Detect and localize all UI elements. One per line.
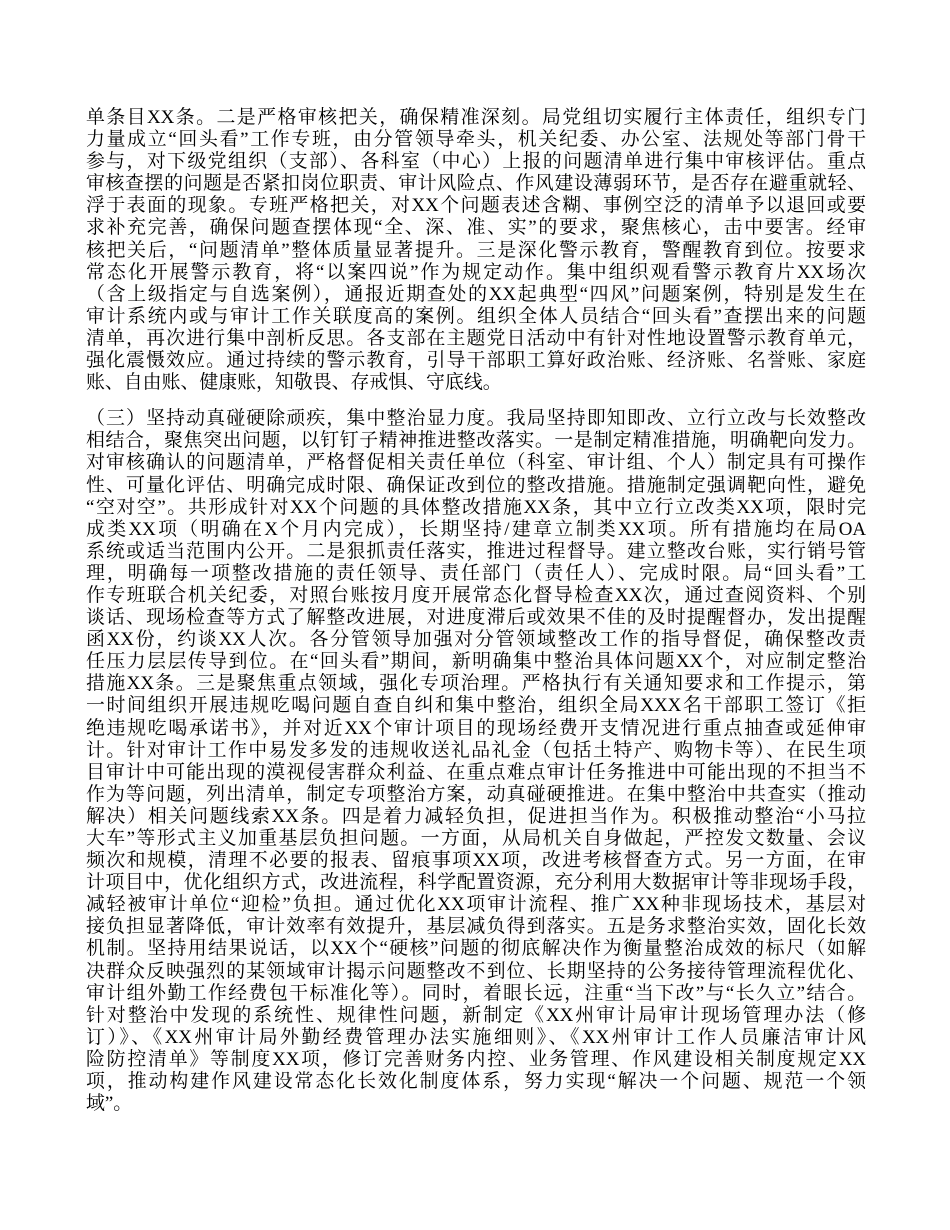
text-line: 针对整治中发现的系统性、规律性问题，新制定《XX州审计局审计现场管理办法（修 [86, 1004, 866, 1026]
text-line: 审核查摆的问题是否紧扣岗位职责、审计风险点、作风建设薄弱环节，是否存在避重就轻、 [86, 173, 866, 195]
text-line: 参与，对下级党组织（支部）、各科室（中心）上报的问题清单进行集中审核评估。重点 [86, 151, 866, 173]
text-line: 相结合，聚焦突出问题，以钉钉子精神推进整改落实。一是制定精准措施，明确靶向发力。 [86, 430, 866, 452]
text-line: 解决）相关问题线索XX条。四是着力减轻负担，促进担当作为。积极推动整治“小马拉 [86, 805, 866, 827]
text-line: 任压力层层传导到位。在“回头看”期间，新明确集中整治具体问题XX个，对应制定整治 [86, 651, 866, 673]
text-line: “空对空”。共形成针对XX个问题的具体整改措施XX条，其中立行立改类XX项，限时完 [86, 496, 866, 518]
text-line: 险防控清单》等制度XX项，修订完善财务内控、业务管理、作风建设相关制度规定XX [86, 1048, 866, 1070]
text-line: 审计组外勤工作经费包干标准化等）。同时，着眼长远，注重“当下改”与“长久立”结合。 [86, 982, 866, 1004]
text-line: 常态化开展警示教育，将“以案四说”作为规定动作。集中组织观看警示教育片XX场次 [86, 261, 866, 283]
text-line: 审计系统内或与审计工作关联度高的案例。组织全体人员结合“回头看”查摆出来的问题 [86, 305, 866, 327]
text-line: 浮于表面的现象。专班严格把关，对XX个问题表述含糊、事例空泛的清单予以退回或要 [86, 195, 866, 217]
text-line: 频次和规模，清理不必要的报表、留痕事项XX项，改进考核督查方式。另一方面，在审 [86, 850, 866, 872]
text-line: 力量成立“回头看”工作专班，由分管领导牵头，机关纪委、办公室、法规处等部门骨干 [86, 129, 866, 151]
text-line: 作专班联合机关纪委，对照台账按月度开展常态化督导检查XX次，通过查阅资料、个别 [86, 584, 866, 606]
text-line: 函XX份，约谈XX人次。各分管领导加强对分管领域整改工作的指导督促，确保整改责 [86, 629, 866, 651]
text-line: 单条目XX条。二是严格审核把关，确保精准深刻。局党组切实履行主体责任，组织专门 [86, 107, 866, 128]
text-line: 域”。 [86, 1093, 133, 1115]
text-line: 核把关后，“问题清单”整体质量显著提升。三是深化警示教育，警醒教育到位。按要求 [86, 239, 866, 261]
text-line: 作为等问题，列出清单，制定专项整治方案，动真碰硬推进。在集中整治中共查实（推动 [86, 783, 866, 805]
text-line: 求补充完善，确保问题查摆体现“全、深、准、实”的要求，聚焦核心，击中要害。经审 [86, 217, 866, 239]
text-line: 绝违规吃喝承诺书》，并对近XX个审计项目的现场经费开支情况进行重点抽查或延伸审 [86, 717, 866, 739]
text-line: 减轻被审计单位“迎检”负担。通过优化XX项审计流程、推广XX种非现场技术，基层对 [86, 894, 866, 916]
text-line: （三）坚持动真碰硬除顽疾，集中整治显力度。我局坚持即知即改、立行立改与长效整改 [86, 408, 866, 430]
text-line: 对审核确认的问题清单，严格督促相关责任单位（科室、审计组、个人）制定具有可操作 [86, 452, 866, 474]
text-line: （含上级指定与自选案例），通报近期查处的XX起典型“四风”问题案例，特别是发生在 [86, 283, 866, 305]
text-line: 订）》、《XX州审计局外勤经费管理办法实施细则》、《XX州审计工作人员廉洁审计风 [86, 1026, 866, 1048]
text-line: 账、自由账、健康账，知敬畏、存戒惧、守底线。 [86, 372, 502, 394]
text-line: 计。针对审计工作中易发多发的违规收送礼品礼金（包括土特产、购物卡等）、在民生项 [86, 739, 866, 761]
text-line: 谈话、现场检查等方式了解整改进展，对进度滞后或效果不佳的及时提醒督办，发出提醒 [86, 607, 866, 629]
text-line: 理，明确每一项整改措施的责任领导、责任部门（责任人）、完成时限。局“回头看”工 [86, 562, 866, 584]
document-paragraph [86, 408, 866, 1115]
text-line: 措施XX条。三是聚焦重点领域，强化专项治理。严格执行有关通知要求和工作提示，第 [86, 673, 866, 695]
document-paragraph [86, 107, 866, 394]
text-line: 大车”等形式主义加重基层负担问题。一方面，从局机关自身做起，严控发文数量、会议 [86, 828, 866, 849]
text-line: 计项目中，优化组织方式，改进流程，科学配置资源，充分利用大数据审计等非现场手段， [86, 872, 866, 894]
text-line: 成类XX项（明确在X个月内完成），长期坚持/建章立制类XX项。所有措施均在局OA [86, 518, 866, 540]
text-line: 机制。坚持用结果说话，以XX个“硬核”问题的彻底解决作为衡量整治成效的标尺（如解 [86, 938, 866, 960]
text-line: 性、可量化评估、明确完成时限、确保证改到位的整改措施。措施制定强调靶向性，避免 [86, 474, 866, 496]
text-line: 目审计中可能出现的漠视侵害群众利益、在重点难点审计任务推进中可能出现的不担当不 [86, 761, 866, 783]
text-line: 清单，再次进行集中剖析反思。各支部在主题党日活动中有针对性地设置警示教育单元， [86, 327, 866, 349]
text-line: 强化震慑效应。通过持续的警示教育，引导干部职工算好政治账、经济账、名誉账、家庭 [86, 350, 866, 372]
text-line: 接负担显著降低，审计效率有效提升，基层减负得到落实。五是务求整治实效，固化长效 [86, 916, 866, 938]
text-line: 一时间组织开展违规吃喝问题自查自纠和集中整治，组织全局XXX名干部职工签订《拒 [86, 695, 866, 717]
document-text-block [86, 107, 866, 1129]
text-line: 项，推动构建作风建设常态化长效化制度体系，努力实现“解决一个问题、规范一个领 [86, 1071, 866, 1093]
text-line: 决群众反映强烈的某领域审计揭示问题整改不到位、长期坚持的公务接待管理流程优化、 [86, 960, 866, 982]
text-line: 系统或适当范围内公开。二是狠抓责任落实，推进过程督导。建立整改台账，实行销号管 [86, 540, 866, 562]
